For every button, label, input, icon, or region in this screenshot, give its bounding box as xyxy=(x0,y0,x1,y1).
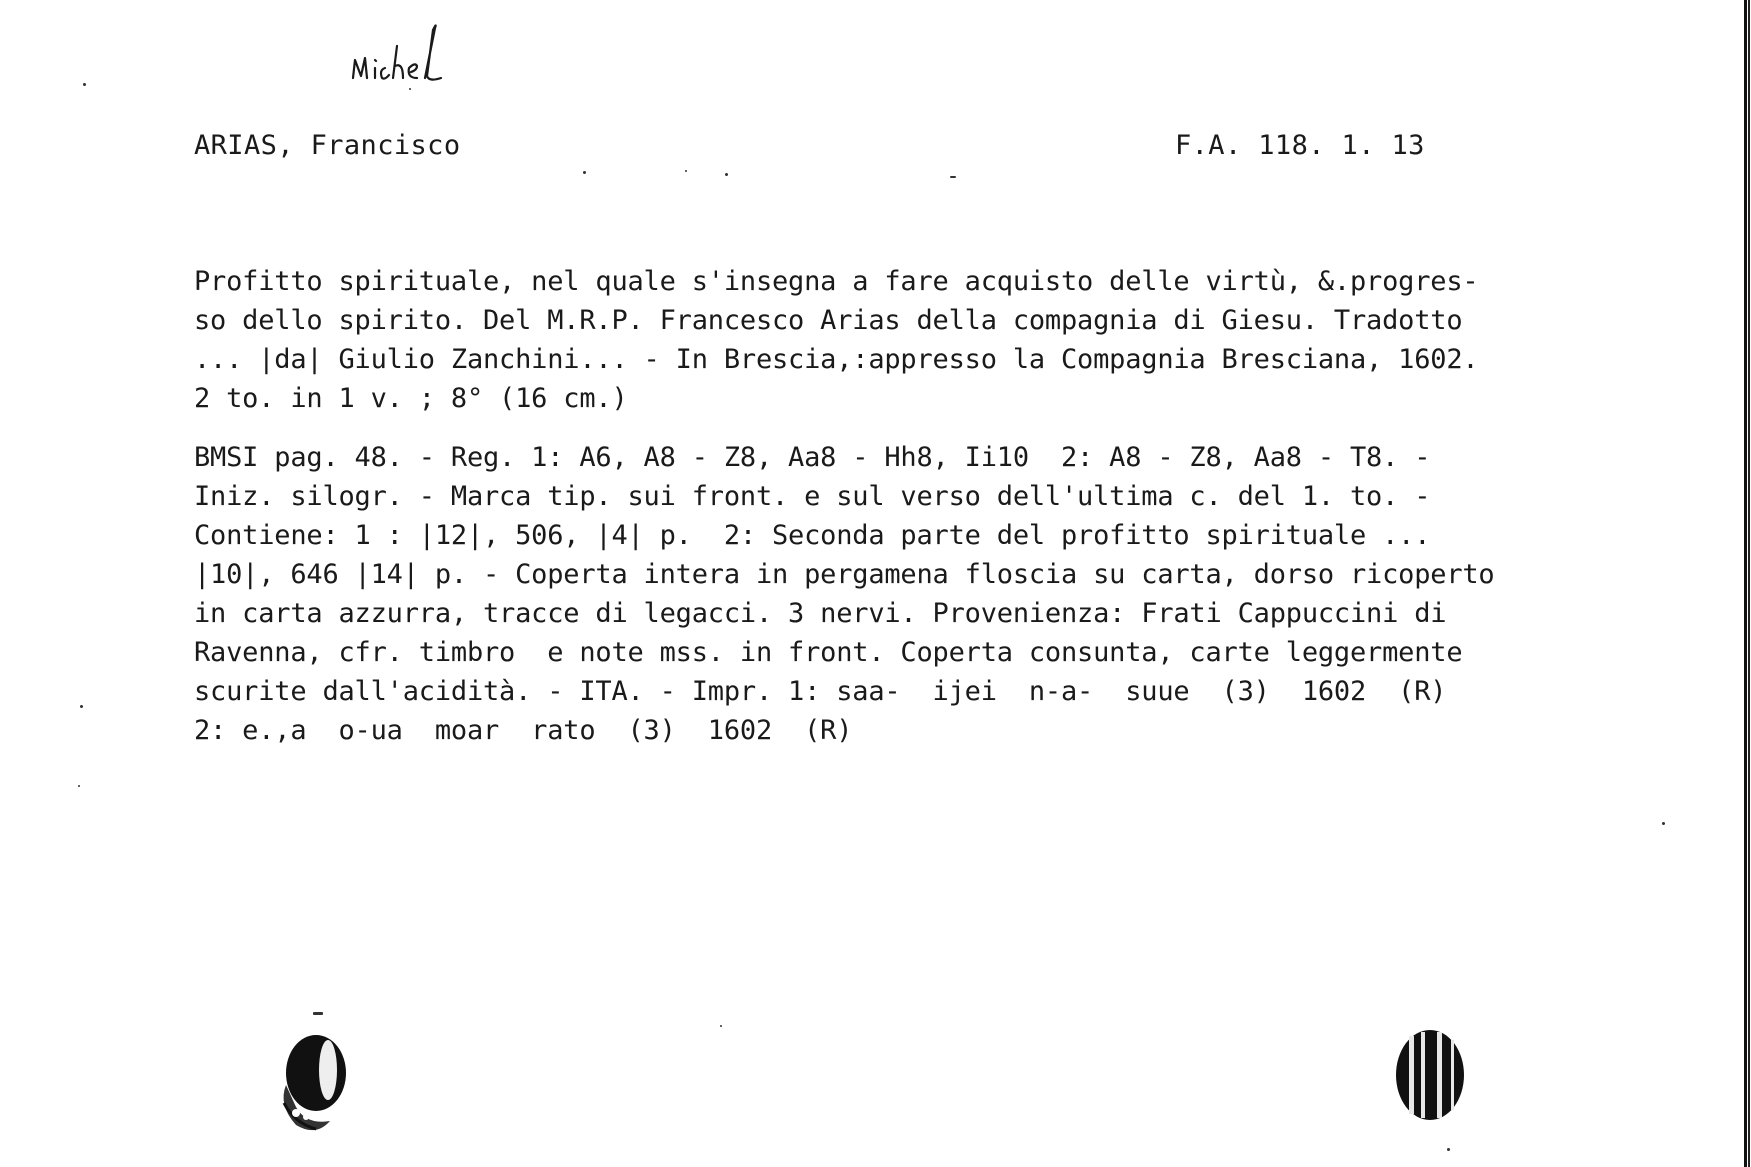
paper-speck xyxy=(685,170,687,172)
paper-speck xyxy=(583,171,586,174)
paper-speck xyxy=(409,88,411,90)
author-heading: ARIAS, Francisco xyxy=(194,130,461,161)
notes-line: Ravenna, cfr. timbro e note mss. in front. Coperta consunta, carte leggermente xyxy=(194,637,1463,668)
card-edge xyxy=(1741,0,1751,1167)
bibliographic-notes xyxy=(194,438,1574,750)
punch-hole-icon xyxy=(266,1025,366,1140)
notes-line: 2: e.,a o-ua moar rato (3) 1602 (R) xyxy=(194,715,853,746)
paper-speck xyxy=(80,705,83,708)
paper-speck xyxy=(950,176,956,178)
title-line: so dello spirito. Del M.R.P. Francesco Arias della compagnia di Giesu. Tradotto xyxy=(194,305,1463,336)
notes-line: Iniz. silogr. - Marca tip. sui front. e sul verso dell'ultima c. del 1. to. - xyxy=(194,481,1431,512)
paper-speck xyxy=(83,83,86,86)
paper-speck xyxy=(720,1025,722,1027)
handwritten-annotation xyxy=(345,18,465,93)
notes-line: Contiene: 1 : |12|, 506, |4| p. 2: Seconda parte del profitto spirituale ... xyxy=(194,520,1431,551)
shelfmark: F.A. 118. 1. 13 xyxy=(1175,130,1425,161)
title-line: 2 to. in 1 v. ; 8° (16 cm.) xyxy=(194,383,628,414)
title-line: ... |da| Giulio Zanchini... - In Brescia,:appresso la Compagnia Bresciana, 1602. xyxy=(194,344,1479,375)
notes-line: scurite dall'acidità. - ITA. - Impr. 1: saa- ijei n-a- suue (3) 1602 (R) xyxy=(194,676,1447,707)
title-line: Profitto spirituale, nel quale s'insegna a fare acquisto delle virtù, &.progres- xyxy=(194,266,1479,297)
punch-hole-icon xyxy=(1385,1020,1475,1135)
paper-speck xyxy=(725,173,728,176)
paper-speck xyxy=(1447,1148,1450,1151)
title-description xyxy=(194,262,1574,418)
notes-line: in carta azzurra, tracce di legacci. 3 nervi. Provenienza: Frati Cappuccini di xyxy=(194,598,1447,629)
notes-line: BMSI pag. 48. - Reg. 1: A6, A8 - Z8, Aa8 - Hh8, Ii10 2: A8 - Z8, Aa8 - T8. - xyxy=(194,442,1431,473)
paper-speck xyxy=(1662,822,1665,825)
paper-speck xyxy=(78,785,80,787)
paper-speck xyxy=(313,1012,323,1015)
notes-line: |10|, 646 |14| p. - Coperta intera in pergamena floscia su carta, dorso ricoperto xyxy=(194,559,1495,590)
